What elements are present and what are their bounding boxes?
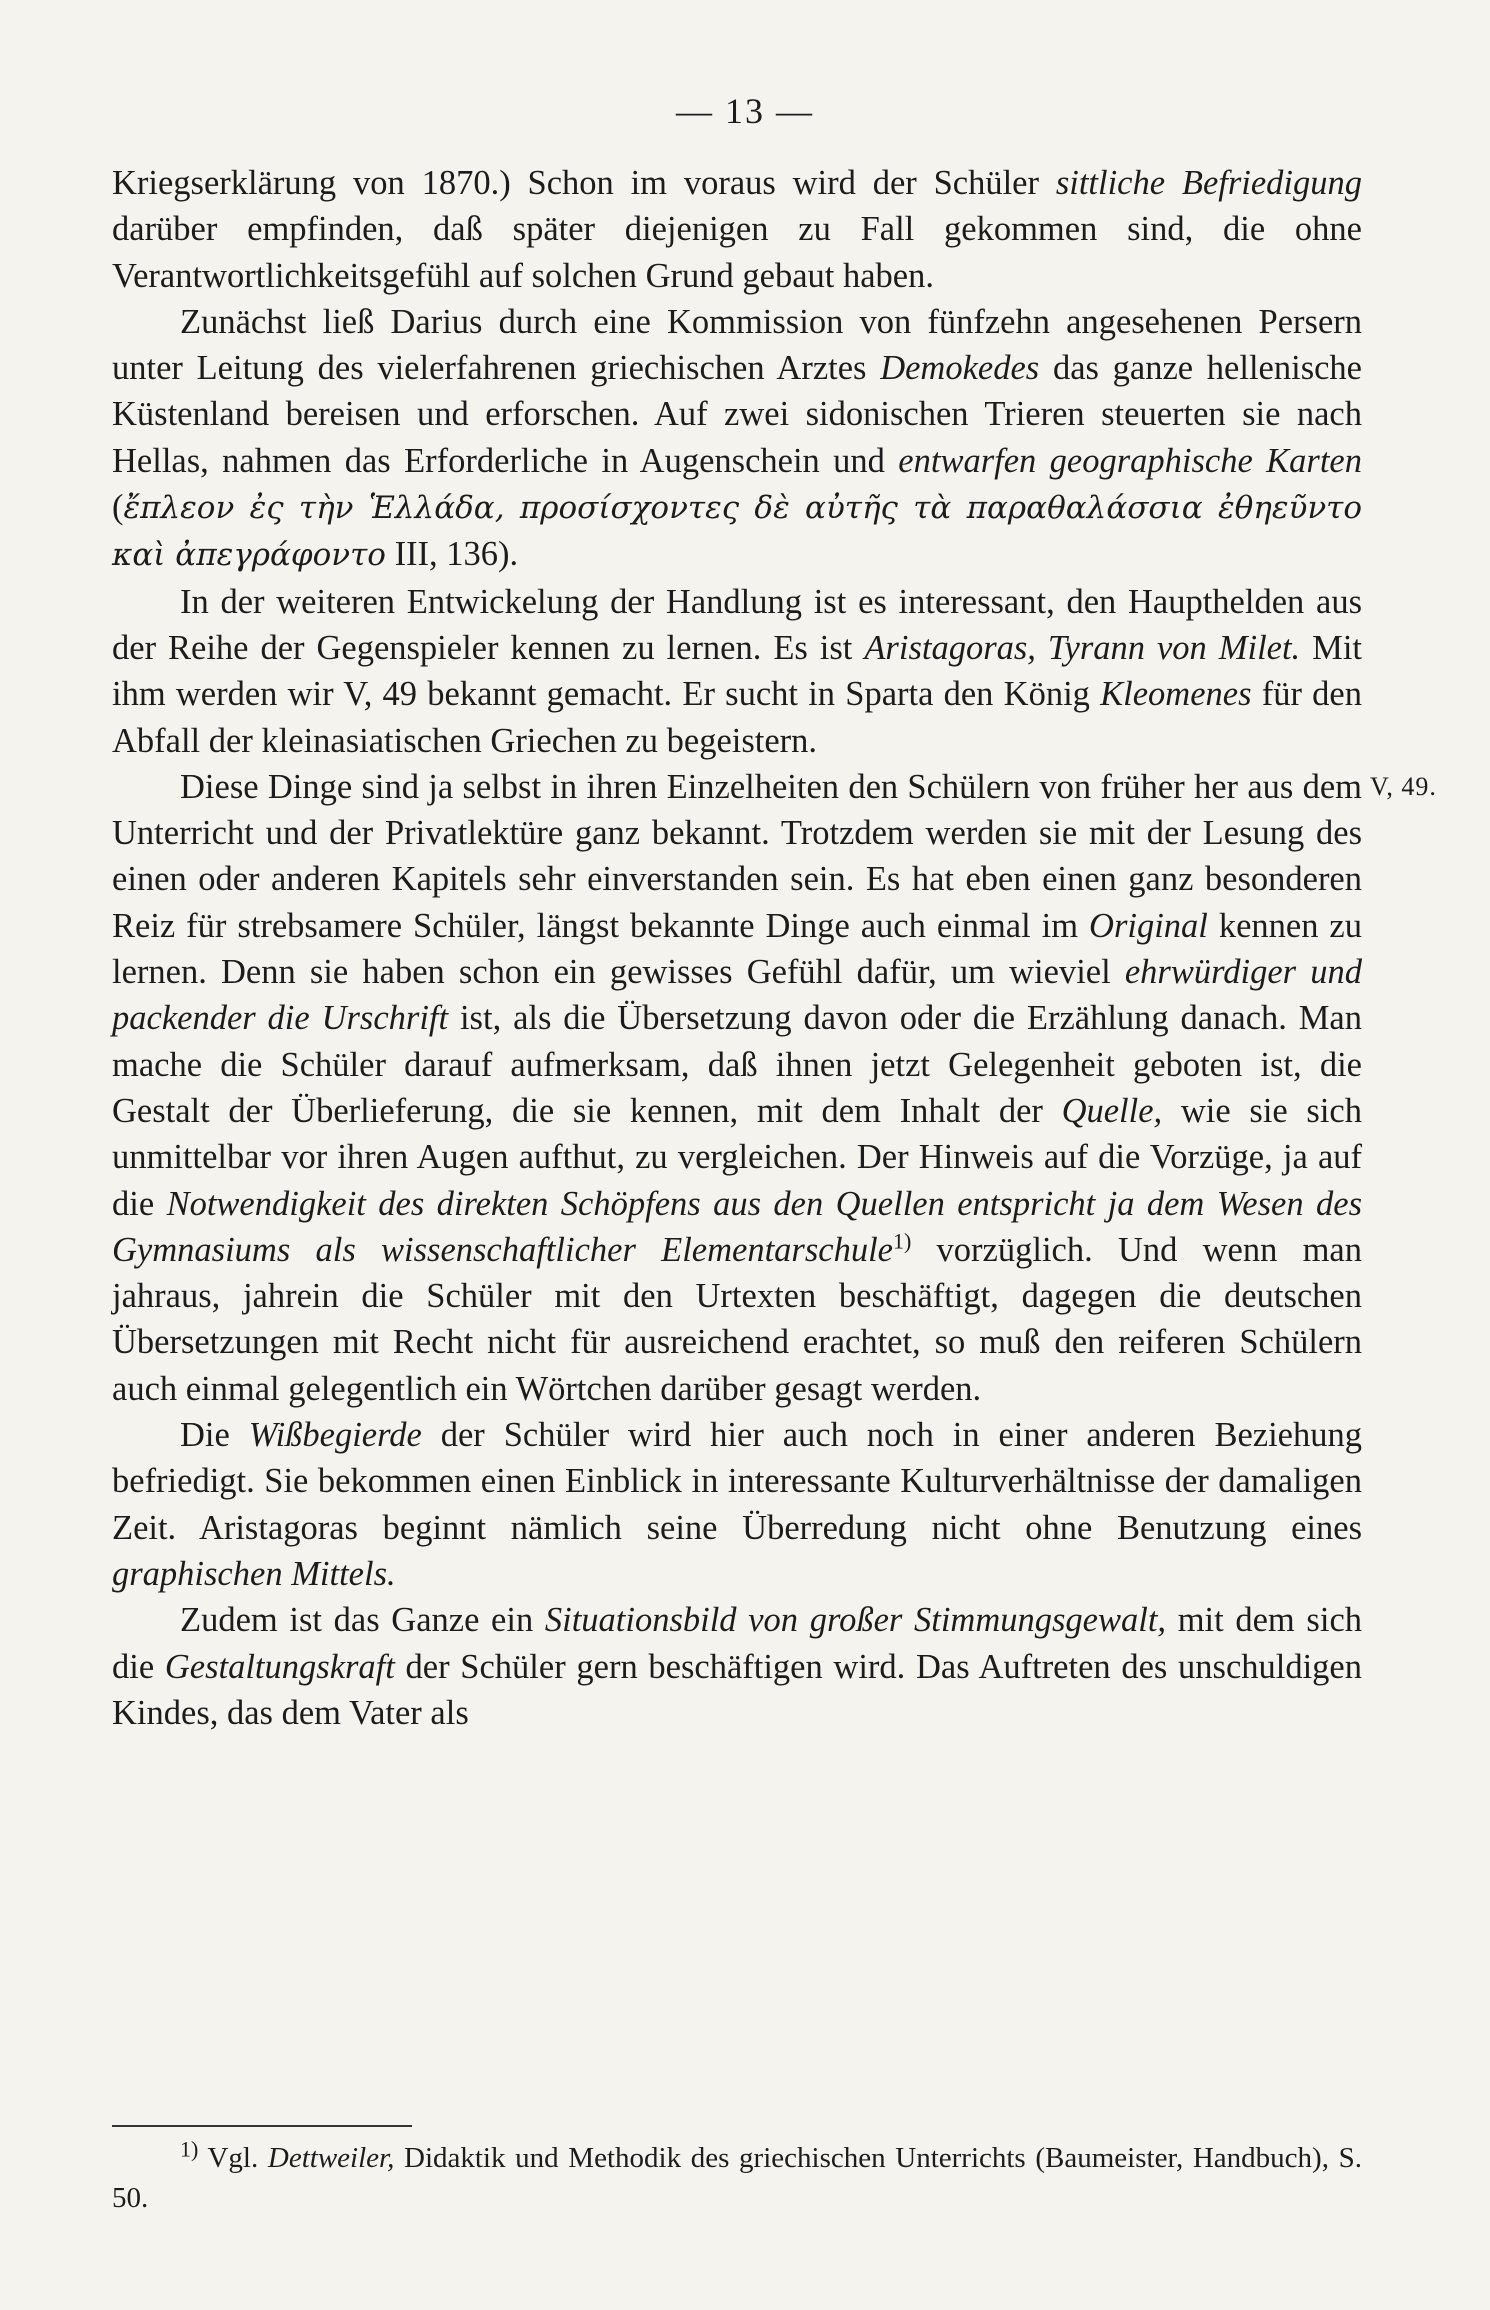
- footnote-marker: 1): [180, 2136, 199, 2162]
- italic-phrase: Aristagoras, Tyrann von Milet.: [864, 628, 1301, 667]
- footnote-marker: 1): [892, 1228, 912, 1254]
- italic-phrase: Situationsbild von großer Stimmungsgewalt,: [544, 1601, 1167, 1640]
- page-number: — 13 —: [676, 91, 814, 131]
- italic-phrase: entwarfen geographische Karten: [898, 441, 1362, 480]
- text-run: (: [112, 488, 124, 527]
- text-run: Die: [180, 1416, 249, 1455]
- footnotes: [112, 2138, 1362, 2218]
- italic-phrase: Gestaltungskraft: [164, 1647, 395, 1686]
- italic-phrase: graphischen Mittels.: [112, 1554, 396, 1593]
- text-run: mit dem sich die: [112, 1601, 1363, 1686]
- text-run: das ganze hellenische Küstenland bereisen und erforschen. Auf zwei sidonischen Trieren steuerten sie nach Hellas, nahmen das Erforderliche in Augenschein und: [112, 349, 1362, 480]
- paragraph: [112, 299, 1362, 579]
- italic-phrase: Quelle,: [1061, 1091, 1163, 1130]
- italic-phrase: sittliche Befriedigung: [1055, 164, 1362, 202]
- text-run: darüber empfinden, daß später diejenigen zu Fall gekommen sind, die ohne Verantwortlichkeitsgefühl auf solchen Grund gebaut haben.: [112, 210, 1362, 295]
- text-run: Didaktik und Methodik des griechischen Unterrichts (Baumeister, Handbuch), S. 50.: [112, 2142, 1362, 2214]
- footnote: [112, 2138, 1362, 2218]
- body-text: [112, 160, 1362, 1736]
- text-run: wie sie sich unmittelbar vor ihren Augen aufthut, zu vergleichen. Der Hinweis auf die Vorzüge, ja auf die: [112, 1091, 1362, 1223]
- text-run: der Schüler gern beschäftigen wird. Das Auftreten des unschuldigen Kindes, das dem Vater als: [112, 1647, 1362, 1732]
- italic-phrase: Demokedes: [880, 349, 1040, 388]
- text-run: der Schüler wird hier auch noch in einer anderen Beziehung befriedigt. Sie bekommen einen Einblick in interessante Kulturverhältnisse der damaligen Zeit. Aristagoras beginnt nämlich seine Überredung nicht ohne Benutzung eines: [112, 1416, 1362, 1547]
- italic-phrase: Dettweiler,: [267, 2142, 395, 2174]
- greek-quotation: ἔπλεον ἐς τὴν Ἑλλάδα, προσίσχοντες δὲ αὐτῆς τὰ παραθαλάσσια ἐθηεῦντο καὶ ἀπεγράφοντο: [112, 490, 1362, 574]
- italic-phrase: Notwendigkeit des direkten Schöpfens aus den Quellen entspricht ja dem Wesen des Gymnasiums als wissenschaftlicher Elementarschule: [112, 1184, 1362, 1269]
- text-run: vorzüglich. Und wenn man jahraus, jahrein die Schüler mit den Urtexten beschäftigt, dagegen die deutschen Übersetzungen mit Recht nicht für ausreichend erachtet, so muß den reiferen Schülern auch einmal gelegentlich ein Wörtchen darüber gesagt werden.: [112, 1230, 1362, 1408]
- paragraph: [112, 1597, 1362, 1736]
- italic-phrase: ehrwürdiger und packender die Urschrift: [112, 953, 1362, 1038]
- paragraph: [112, 579, 1362, 764]
- text-run: Zunächst ließ Darius durch eine Kommission von fünfzehn angesehenen Persern unter Leitung des vielerfahrenen griechischen Arztes: [112, 302, 1362, 388]
- italic-phrase: Original: [1089, 906, 1208, 945]
- text-run: kennen zu lernen. Denn sie haben schon ein gewisses Gefühl dafür, um wieviel: [112, 906, 1362, 992]
- text-run: Kriegserklärung von 1870.) Schon im voraus wird der Schüler: [112, 164, 1056, 202]
- paragraph: [112, 1412, 1362, 1597]
- text-run: Mit ihm werden wir V, 49 bekannt gemacht. Er sucht in Sparta den König: [112, 628, 1362, 714]
- italic-phrase: Wißbegierde: [248, 1416, 422, 1455]
- italic-phrase: Kleomenes: [1100, 675, 1252, 714]
- text-run: In der weiteren Entwickelung der Handlung ist es interessant, den Haupthelden aus der Reihe der Gegenspieler kennen zu lernen. Es ist: [112, 582, 1362, 667]
- text-run: III, 136).: [385, 535, 519, 574]
- text-run: Vgl.: [198, 2142, 268, 2174]
- text-run: Zudem ist das Ganze ein: [180, 1601, 545, 1640]
- paragraph: [112, 160, 1362, 299]
- margin-reference: V, 49.: [1370, 772, 1437, 801]
- text-run: für den Abfall der kleinasiatischen Griechen zu begeistern.: [112, 675, 1362, 760]
- footnote-divider: [112, 2125, 412, 2127]
- text-run: Diese Dinge sind ja selbst in ihren Einzelheiten den Schülern von früher her aus dem Unterricht und der Privatlektüre ganz bekannt. Trotzdem werden sie mit der Lesung des einen oder anderen Kapitels sehr einverstanden sein. Es hat eben einen ganz besonderen Reiz für strebsamere Schüler, längst bekannte Dinge auch einmal im: [112, 767, 1362, 945]
- paragraph: [112, 764, 1362, 1412]
- text-run: ist, als die Übersetzung davon oder die Erzählung danach. Man mache die Schüler darauf aufmerksam, daß ihnen jetzt Gelegenheit geboten ist, die Gestalt der Überlieferung, die sie kennen, mit dem Inhalt der: [112, 999, 1362, 1130]
